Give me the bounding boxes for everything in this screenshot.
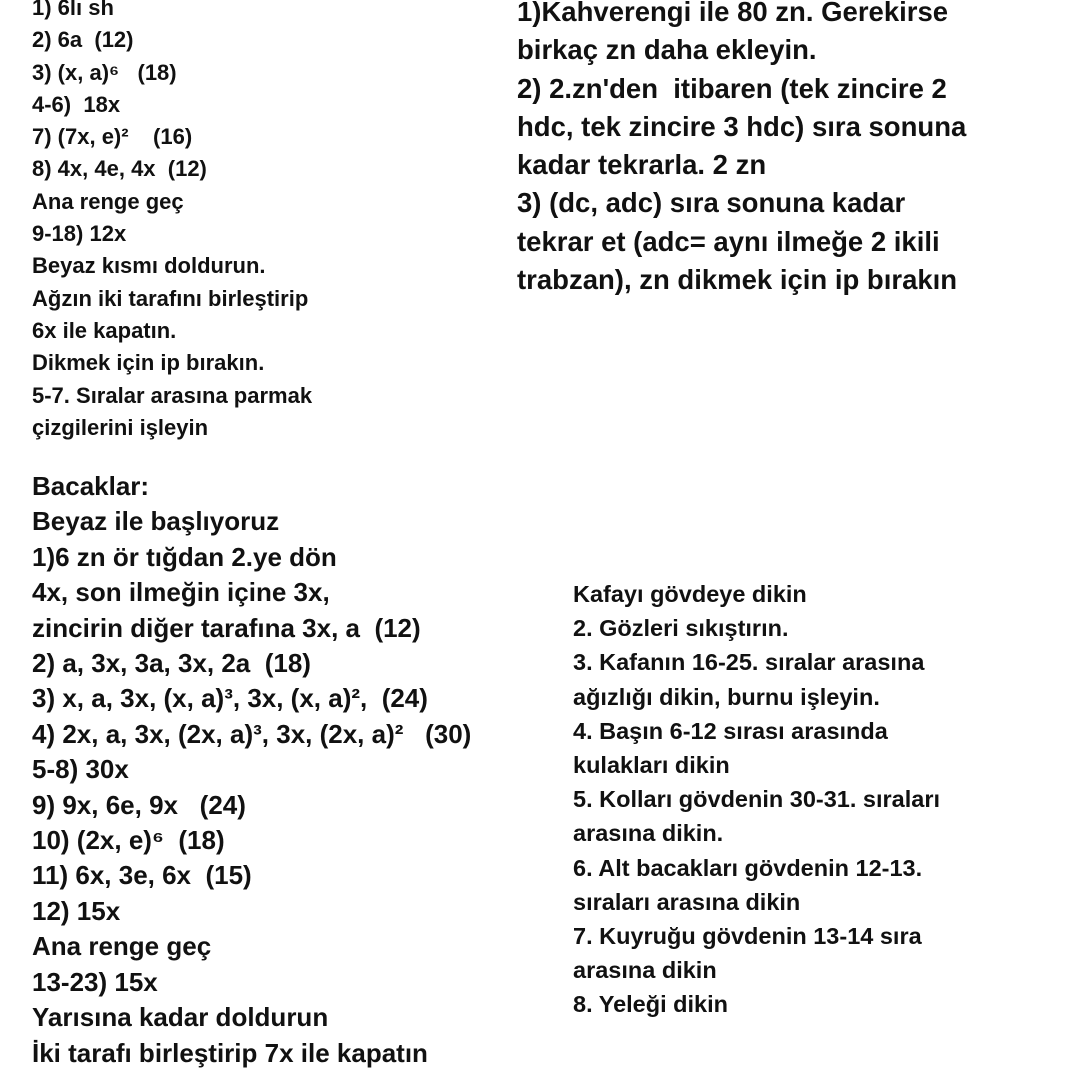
instruction-line: 13-23) 15x bbox=[32, 966, 158, 997]
instruction-line: Yarısına kadar doldurun bbox=[32, 1002, 329, 1033]
instruction-line: 1)6 zn ör tığdan 2.ye dön bbox=[32, 541, 337, 572]
section-title: Bacaklar: bbox=[32, 471, 150, 501]
instruction-line: sıraları arasına dikin bbox=[573, 888, 801, 915]
instruction-line: 9) 9x, 6e, 9x (24) bbox=[32, 789, 246, 820]
instruction-line: 2) a, 3x, 3a, 3x, 2a (18) bbox=[32, 648, 311, 679]
instruction-line: ağızlığı dikin, burnu işleyin. bbox=[573, 683, 880, 710]
instruction-line: Beyaz ile başlıyoruz bbox=[32, 506, 280, 537]
instruction-line: kulakları dikin bbox=[573, 752, 730, 779]
instruction-line: arasına dikin. bbox=[573, 820, 724, 847]
instruction-line: 1) 6lı sh bbox=[32, 0, 114, 20]
instruction-line: 7) (7x, e)² (16) bbox=[32, 124, 193, 150]
instruction-line: 2) 6a (12) bbox=[32, 27, 134, 53]
instruction-line: Kafayı gövdeye dikin bbox=[573, 581, 807, 607]
instruction-line: 4-6) 18x bbox=[32, 91, 121, 117]
instruction-line: 6. Alt bacakları gövdenin 12-13. bbox=[573, 854, 923, 881]
instruction-line: 3) (x, a)⁶ (18) bbox=[32, 59, 177, 85]
top-left-instructions bbox=[32, 0, 312, 444]
instruction-line: Ana renge geç bbox=[32, 931, 212, 962]
instruction-line: 10) (2x, e)⁶ (18) bbox=[32, 825, 225, 856]
instruction-line: çizgilerini işleyin bbox=[32, 414, 209, 440]
instruction-line: 4. Başın 6-12 sırası arasında bbox=[573, 717, 888, 744]
instruction-line: kadar tekrarla. 2 zn bbox=[517, 149, 767, 181]
instruction-line: 3. Kafanın 16-25. sıralar arasına bbox=[573, 649, 925, 676]
instruction-line: Beyaz kısmı doldurun. bbox=[32, 253, 266, 279]
legs-section bbox=[32, 469, 471, 1071]
instruction-line: İki tarafı birleştirip 7x ile kapatın bbox=[32, 1037, 428, 1068]
instruction-line: 3) x, a, 3x, (x, a)³, 3x, (x, a)², (24) bbox=[32, 683, 428, 714]
instruction-line: 5-7. Sıralar arasına parmak bbox=[32, 382, 313, 408]
instruction-line: zincirin diğer tarafına 3x, a (12) bbox=[32, 612, 421, 643]
instruction-line: arasına dikin bbox=[573, 957, 717, 984]
instruction-line: 12) 15x bbox=[32, 895, 121, 926]
instruction-line: 11) 6x, 3e, 6x (15) bbox=[32, 860, 252, 891]
instruction-line: hdc, tek zincire 3 hdc) sıra sonuna bbox=[517, 110, 967, 142]
instruction-line: 8. Yeleği dikin bbox=[573, 991, 728, 1018]
instruction-line: Ağzın iki tarafını birleştirip bbox=[32, 285, 309, 311]
instruction-line: 8) 4x, 4e, 4x (12) bbox=[32, 156, 207, 182]
instruction-line: tekrar et (adc= aynı ilmeğe 2 ikili bbox=[517, 225, 940, 257]
instruction-line: 2) 2.zn'den itibaren (tek zincire 2 bbox=[517, 72, 947, 104]
top-right-instructions bbox=[517, 0, 966, 299]
assembly-instructions bbox=[573, 577, 940, 1022]
instruction-line: Dikmek için ip bırakın. bbox=[32, 350, 265, 376]
instruction-line: 4) 2x, a, 3x, (2x, a)³, 3x, (2x, a)² (30) bbox=[32, 718, 472, 749]
instruction-line: 9-18) 12x bbox=[32, 221, 127, 247]
instruction-line: Ana renge geç bbox=[32, 188, 184, 214]
instruction-line: 5-8) 30x bbox=[32, 754, 129, 785]
instruction-line: 4x, son ilmeğin içine 3x, bbox=[32, 577, 330, 608]
instruction-line: birkaç zn daha ekleyin. bbox=[517, 34, 817, 66]
instruction-line: 1)Kahverengi ile 80 zn. Gerekirse bbox=[517, 0, 949, 27]
instruction-line: 2. Gözleri sıkıştırın. bbox=[573, 615, 789, 642]
instruction-line: 7. Kuyruğu gövdenin 13-14 sıra bbox=[573, 923, 922, 950]
instruction-line: trabzan), zn dikmek için ip bırakın bbox=[517, 264, 958, 296]
instruction-line: 5. Kolları gövdenin 30-31. sıraları bbox=[573, 786, 941, 813]
instruction-line: 6x ile kapatın. bbox=[32, 317, 177, 343]
instruction-line: 3) (dc, adc) sıra sonuna kadar bbox=[517, 187, 906, 219]
